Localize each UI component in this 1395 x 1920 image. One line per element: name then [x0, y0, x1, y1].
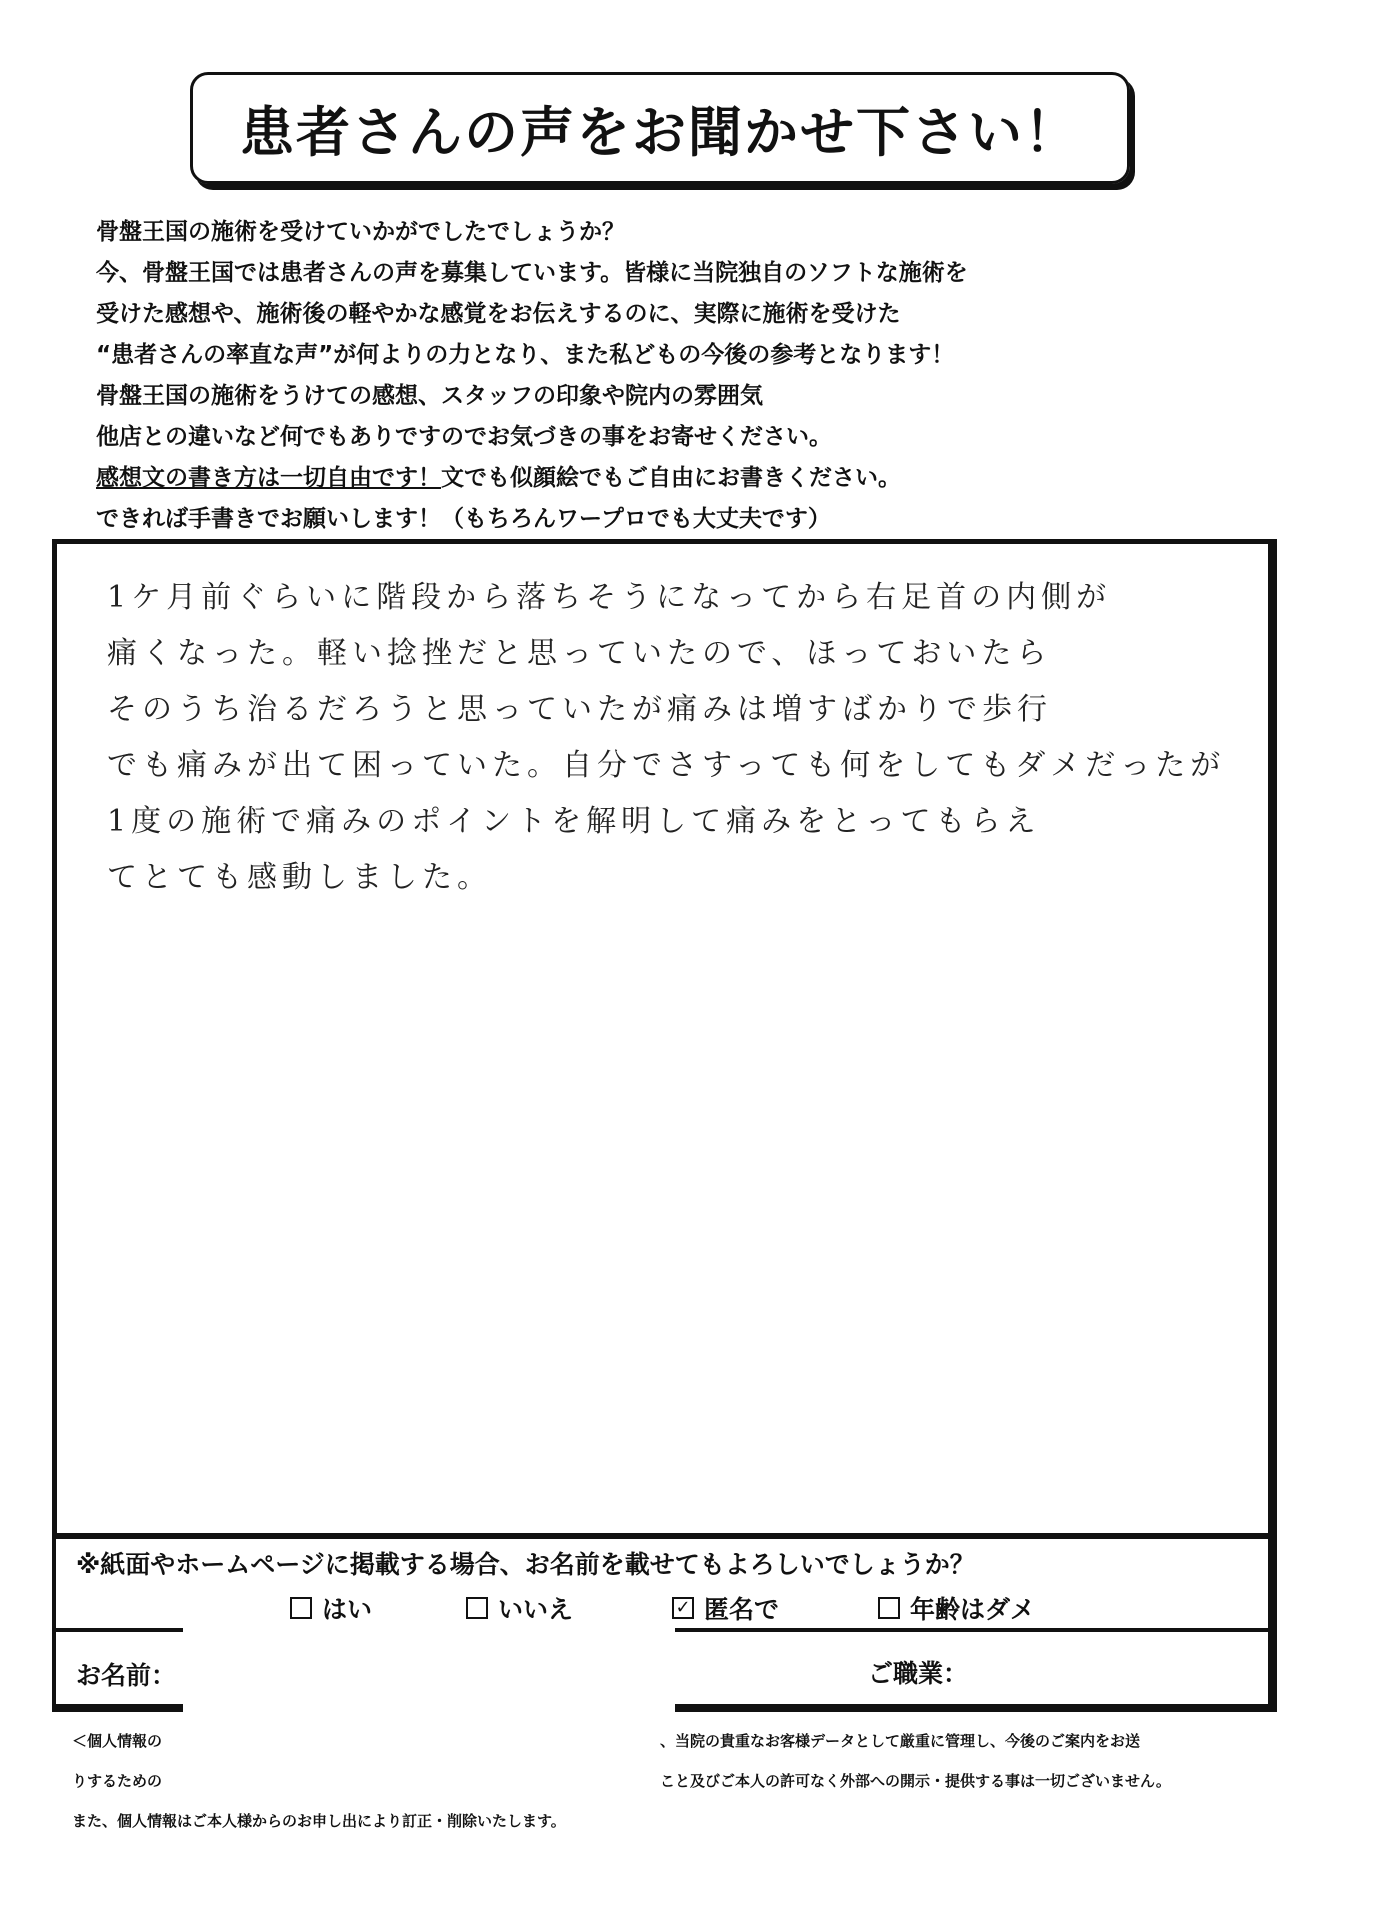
- name-label: お名前：: [76, 1661, 177, 1690]
- option-no-age[interactable]: 年齢はダメ: [878, 1590, 1035, 1626]
- footer-line: りするための こと及びご本人の許可なく外部への開示・提供する事は一切ございません。: [72, 1772, 1171, 1790]
- checkbox[interactable]: [878, 1597, 900, 1619]
- intro-line: “患者さんの率直な声”が何よりの力となり、また私どもの今後の参考となります！: [96, 342, 955, 368]
- consent-box: [52, 1533, 1277, 1632]
- comment-line: 痛くなった。軽い捻挫だと思っていたので、ほっておいたら: [107, 636, 1052, 671]
- handwritten-comment: [107, 570, 1257, 906]
- intro-line: 受けた感想や、施術後の軽やかな感覚をお伝えするのに、実際に施術を受けた: [96, 301, 901, 327]
- comment-box: [52, 539, 1277, 1539]
- checkbox[interactable]: [290, 1597, 312, 1619]
- intro-line: 骨盤王国の施術をうけての感想、スタッフの印象や院内の雰囲気: [96, 383, 763, 409]
- intro-line-last: できれば手書きでお願いします！（もちろんワープロでも大丈夫です）: [96, 506, 831, 532]
- comment-line: てとても感動しました。: [107, 860, 492, 895]
- page-title: 患者さんの声をお聞かせ下さい！: [240, 100, 1080, 164]
- option-no[interactable]: いいえ: [466, 1590, 573, 1626]
- job-label: ご職業：: [868, 1659, 969, 1688]
- option-anonymous[interactable]: ✓ 匿名で: [672, 1590, 779, 1626]
- footer-line: また、個人情報はご本人様からのお申し出により訂正・削除いたします。: [72, 1812, 566, 1830]
- checkbox-checked[interactable]: ✓: [672, 1597, 694, 1619]
- intro-line: 骨盤王国の施術を受けていかがでしたでしょうか？: [96, 219, 625, 245]
- intro-text: [96, 212, 1296, 540]
- footer-line: ＜個人情報の 、当院の貴重なお客様データとして厳重に管理し、今後のご案内をお送: [72, 1732, 1141, 1750]
- intro-line: 今、骨盤王国では患者さんの声を募集しています。皆様に当院独自のソフトな施術を: [96, 260, 968, 286]
- intro-line: 他店との違いなど何でもありですのでお気づきの事をお寄せください。: [96, 424, 832, 450]
- intro-underlined: 感想文の書き方は一切自由です！: [96, 465, 441, 491]
- intro-line: [96, 458, 1296, 499]
- comment-line: 1ケ月前ぐらいに階段から落ちそうになってから右足首の内側が: [107, 580, 1112, 615]
- comment-line: そのうち治るだろうと思っていたが痛みは増すばかりで歩行: [107, 692, 1052, 727]
- intro-underlined-rest: 文でも似顔絵でもご自由にお書きください。: [441, 465, 901, 491]
- comment-line: でも痛みが出て困っていた。自分でさすっても何をしてもダメだったが: [107, 748, 1226, 783]
- option-yes[interactable]: はい: [290, 1590, 372, 1626]
- title-box: [190, 72, 1130, 184]
- checkbox[interactable]: [466, 1597, 488, 1619]
- consent-question: ※紙面やホームページに掲載する場合、お名前を載せてもよろしいでしょうか？: [76, 1550, 975, 1579]
- comment-line: 1度の施術で痛みのポイントを解明して痛みをとってもらえ: [107, 804, 1041, 839]
